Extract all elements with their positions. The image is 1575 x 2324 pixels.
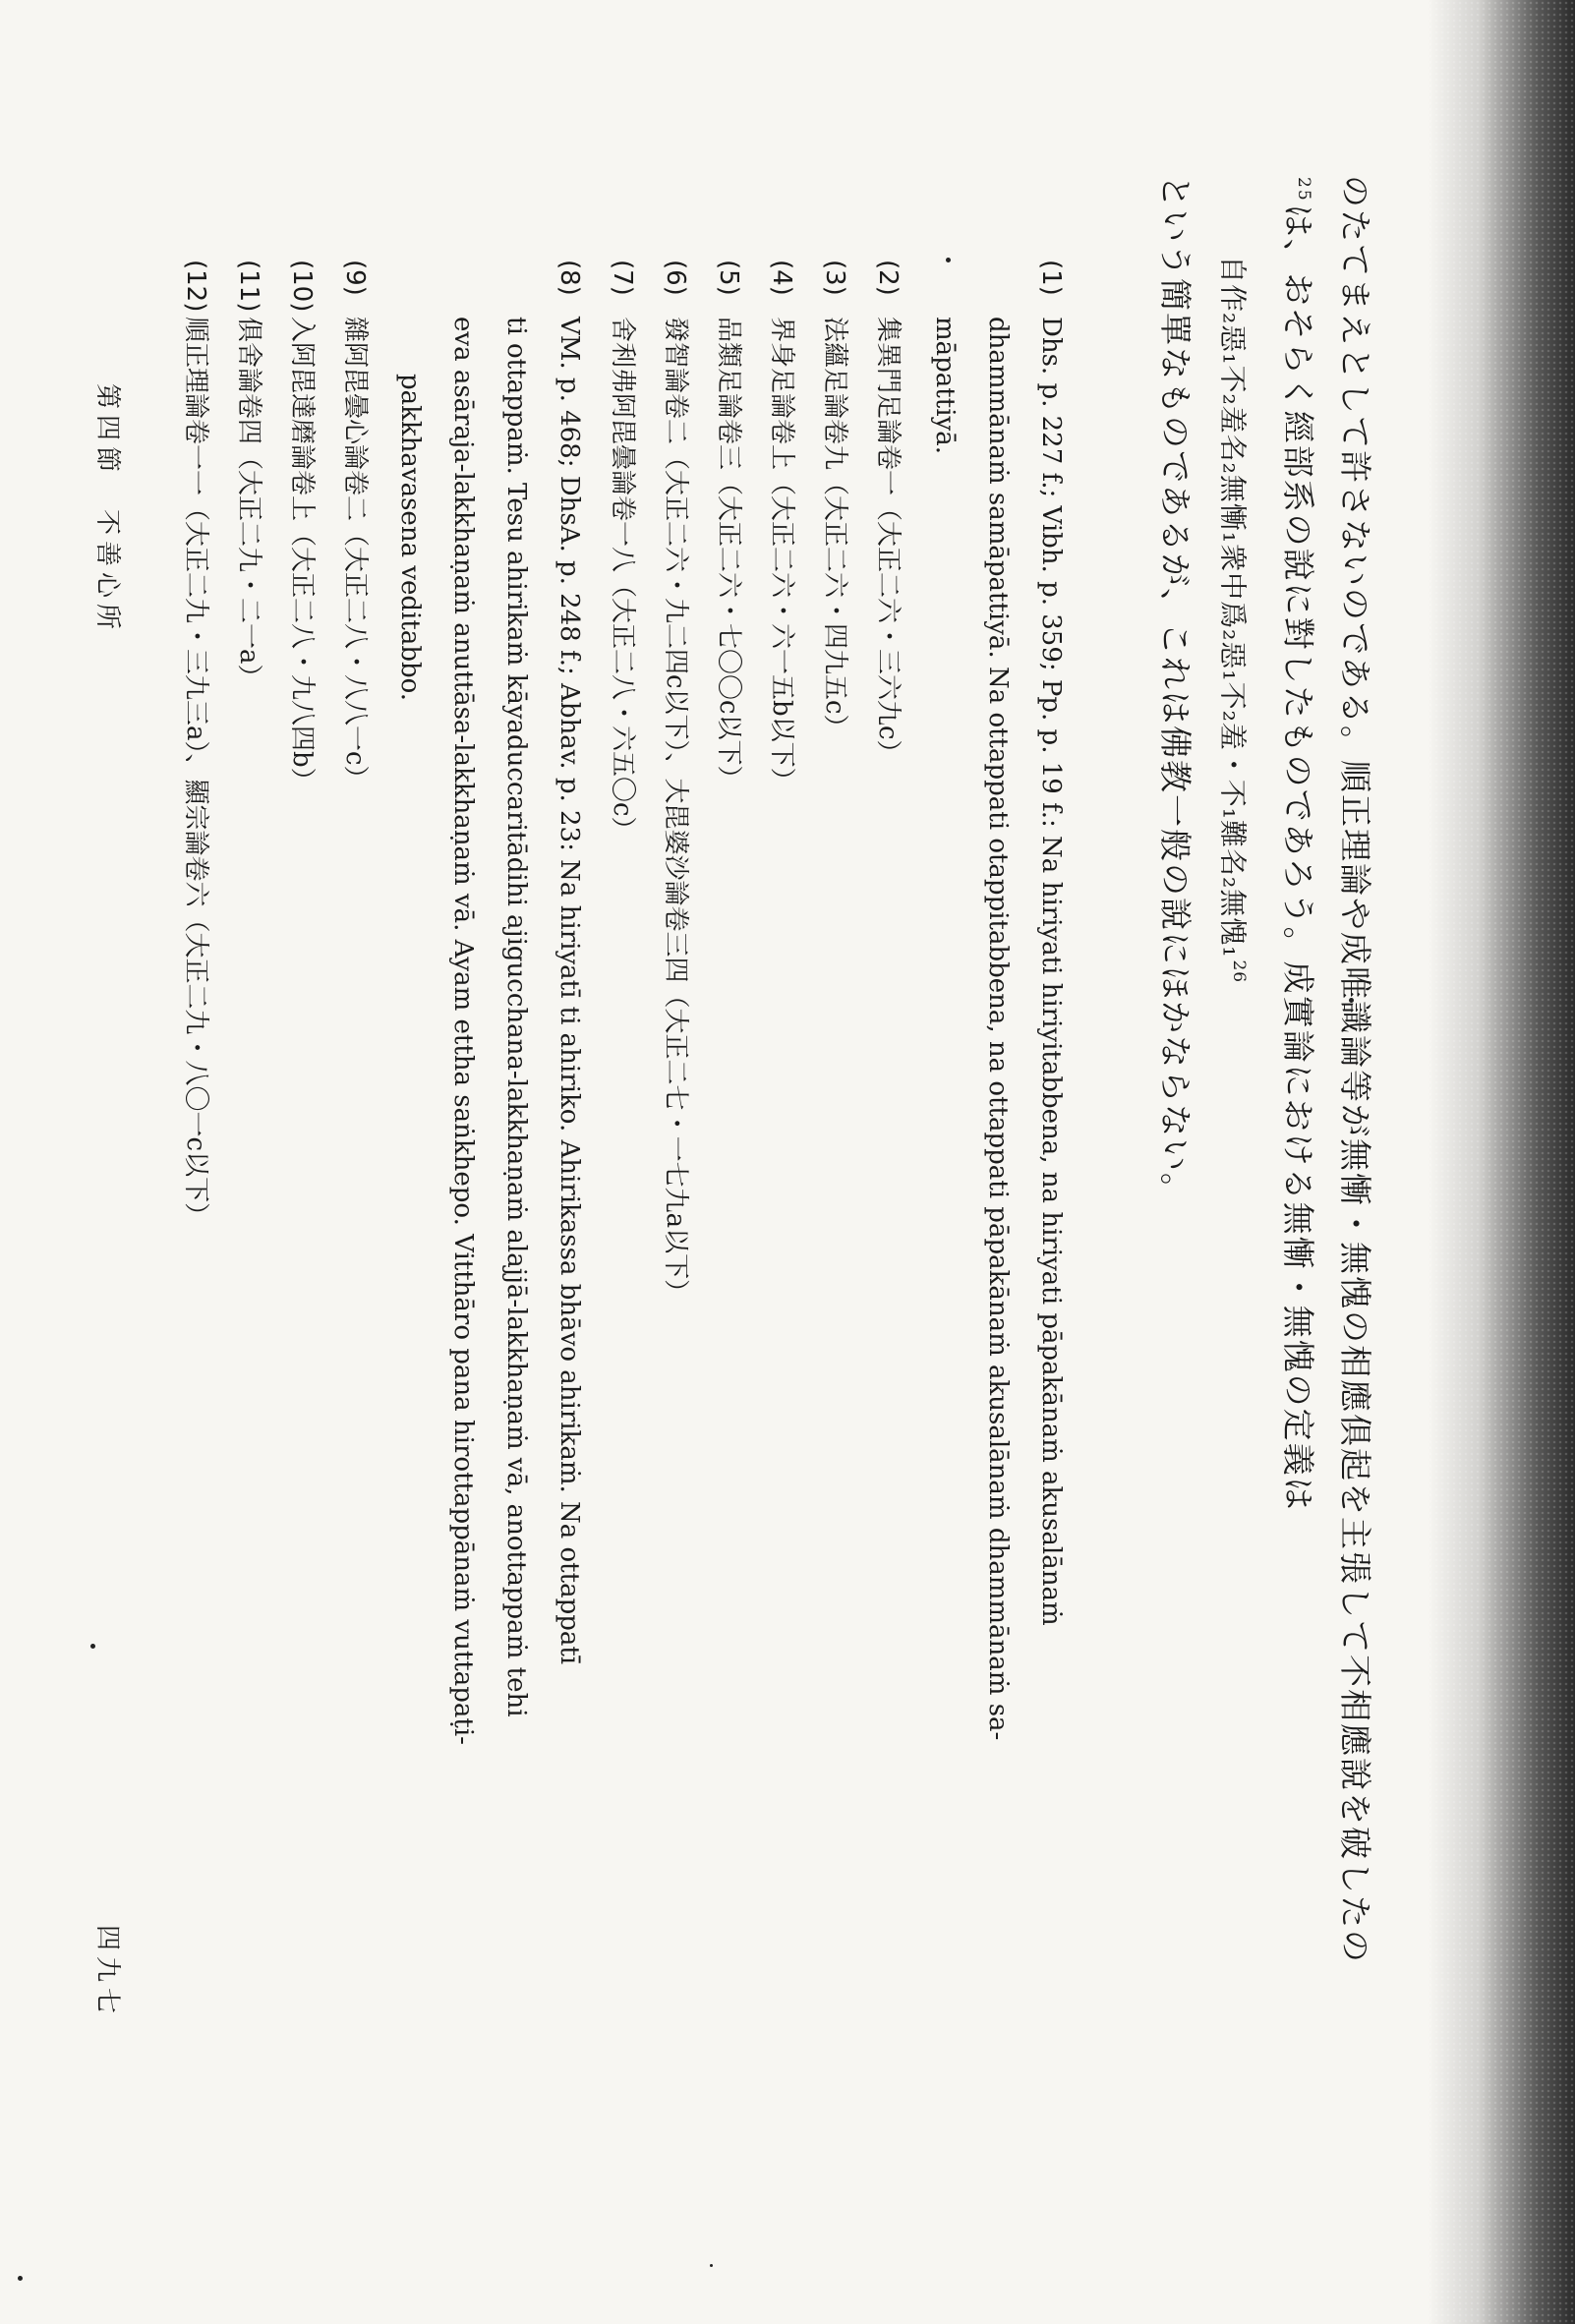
- note-number: (1): [1036, 260, 1066, 296]
- note-text: Dhs. p. 227 f.; Vibh. p. 359; Pp. p. 19 f.: Na hiriyati hiriyitabbena, na hiriyati pāpakānaṁ akusalānaṁ: [1036, 317, 1066, 1626]
- note-9: [342, 260, 368, 791]
- note-3: [822, 260, 847, 740]
- note-4: [769, 260, 794, 793]
- note-6: [663, 260, 688, 1305]
- note-number: (4): [767, 260, 796, 296]
- section-running-title: 第四節 不善心所: [92, 383, 122, 636]
- note-8: [556, 260, 582, 1664]
- footnote-marker-26: 26: [1229, 959, 1249, 984]
- note-text: 發智論卷二（大正二六・九二四c以下）、大毘婆沙論卷三四（大正二七・一七九a以下）: [661, 317, 690, 1306]
- note-12: [183, 260, 208, 1228]
- note-number: (2): [873, 260, 903, 296]
- note-text: 舍利弗阿毘曇論卷一八（大正二八・六五〇c）: [608, 317, 637, 842]
- note-number: (7): [608, 260, 637, 296]
- note-8-line-2: ti ottappaṁ. Tesu ahirikaṁ kāyaduccaritādihi ajigucchana-lakkhaṇaṁ alajjā-lakkhaṇaṁ vā, anottappaṁ tehi: [501, 317, 531, 1717]
- note-5: [716, 260, 741, 791]
- note-number: (12): [181, 260, 210, 313]
- note-1-line-2: dhammānaṁ samāpattiyā. Na ottappati otappitabbena, na ottappati pāpakānaṁ akusalānaṁ dhammānaṁ sa-: [983, 317, 1013, 1741]
- note-number: (6): [661, 260, 690, 296]
- note-number: (9): [340, 260, 370, 296]
- note-text: 俱舍論卷四（大正二九・二一a）: [234, 317, 263, 690]
- note-text: 界身足論卷上（大正二六・六一五b以下）: [767, 317, 796, 793]
- note-11: [236, 260, 262, 690]
- note-1-line-3: māpattiyā.: [930, 317, 960, 454]
- note-text: 品類足論卷三（大正二六・七〇〇c以下）: [714, 317, 743, 791]
- note-text: 集異門足論卷一（大正二六・三六九c）: [873, 317, 903, 766]
- quoted-definition: 自作₂惡₁不₂羞名₂無慚₁衆中爲₂惡₁不₂羞・不₁難名₂無愧₁$^{26}$: [1216, 256, 1250, 984]
- note-1: [1038, 260, 1064, 1626]
- note-2: [875, 260, 901, 766]
- note-number: (5): [714, 260, 743, 296]
- note-7: [610, 260, 635, 842]
- footnote-marker-25: 25: [1294, 177, 1313, 203]
- note-text: VM. p. 468; DhsA. p. 248 f.; Abhav. p. 23: Na hiriyatī ti ahiriko. Ahirikassa bhāvo ahirikaṁ. Na ottappatī: [554, 317, 584, 1665]
- note-10: [289, 260, 315, 793]
- note-number: (10): [287, 260, 317, 313]
- note-text: 雜阿毘曇心論卷二（大正二八・八八一c）: [340, 317, 370, 791]
- page-number: 四九七: [92, 1925, 122, 2020]
- note-text: 入阿毘達磨論卷上（大正二八・九八四b）: [287, 317, 317, 793]
- main-text-line-2: $^{25}$は、おそらく經部系の說に對したものであろう。成實論における無慚・無愧の定義は: [1279, 177, 1317, 1512]
- note-text: 法蘊足論卷九（大正二六・四九五c）: [820, 317, 849, 740]
- main-text-line-1: のたてまえとして許さないのである。順正理論や成唯識論等が無慚・無愧の相應俱起を主張して不相應說を破したの: [1336, 175, 1374, 1964]
- note-8-line-3: eva asāraja-lakkhaṇaṁ anuttāsa-lakkhaṇaṁ vā. Ayam ettha saṅkhepo. Vitthāro pana hirottappānaṁ vuttapaṭi-: [448, 317, 478, 1745]
- note-number: (3): [820, 260, 849, 296]
- note-number: (11): [234, 260, 263, 313]
- note-8-line-4: pakkhavasena veditabbo.: [395, 374, 425, 702]
- note-text: 順正理論卷一一（大正二九・三九三a）、顯宗論卷六（大正二九・八〇一c以下）: [181, 317, 210, 1229]
- main-text-line-4: という簡單なものであるが、これは佛教一般の說にほかならない。: [1156, 175, 1195, 1207]
- note-number: (8): [554, 260, 584, 296]
